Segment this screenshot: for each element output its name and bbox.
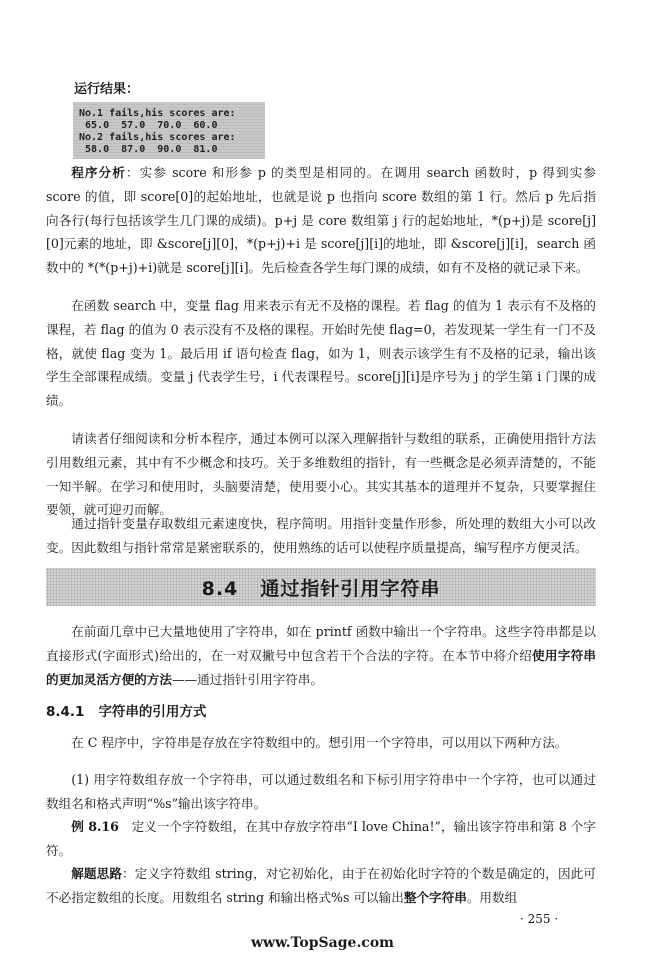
paragraph-text: 在 C 程序中，字符串是存放在字符数组中的。想引用一个字符串，可以用以下两种方法。 bbox=[71, 735, 568, 750]
example-text: 定义一个字符数组，在其中存放字符串“I love China!”，输出该字符串和第 8 个字符。 bbox=[46, 819, 597, 858]
subsection-heading bbox=[46, 700, 206, 720]
section-heading-banner bbox=[46, 568, 596, 606]
paragraph-text: (1) 用字符数组存放一个字符串，可以通过数组名和下标引用字符串中一个字符，也可以通过数组名和格式声明“%s”输出该字符串。 bbox=[46, 772, 596, 811]
run-result-label: 运行结果： bbox=[74, 82, 140, 97]
analysis-text: ：实参 score 和形参 p 的类型是相同的。在调用 search 函数时，p 得到实参 score 的值，即 score[0]的起始地址，也就是说 p 也指向 score 数组的第 1 行。然后 p 先后指向各行(每行包括该学生几门课的成绩)。p+j 是 core 数组第 j 行的起始地址，*(p+j)是 score[j][0]元素的地址，即 &score[j][0]，*(p+j)+i 是 score[j][i]的地址，即 &score[j][i]，search 函数中的 *(*(p+j)+i)就是 score[j][i]。先后检查各学生每门课的成绩，如有不及格的就记录下来。 bbox=[46, 165, 596, 276]
string-storage-paragraph bbox=[46, 731, 596, 755]
section-intro-paragraph bbox=[46, 620, 596, 691]
section-title-text: 通过指针引用字符串 bbox=[260, 577, 441, 600]
subsection-title: 字符串的引用方式 bbox=[98, 704, 207, 720]
section-number: 8.4 bbox=[201, 577, 239, 600]
section-title bbox=[202, 574, 441, 601]
solution-lead: 解题思路 bbox=[71, 866, 123, 881]
output-line: 65.0 57.0 70.0 60.0 bbox=[79, 120, 218, 131]
solution-paragraph bbox=[46, 862, 596, 910]
example-label: 例 8.16 bbox=[71, 819, 119, 834]
solution-text: ：定义字符数组 string，对它初始化，由于在初始化时字符的个数是确定的，因此可不必指定数组的长度。用数组名 string 和输出格式%s 可以输出 bbox=[46, 866, 597, 905]
flag-paragraph bbox=[46, 294, 596, 413]
page-number: · 255 · bbox=[520, 912, 559, 926]
analysis-paragraph bbox=[46, 161, 596, 280]
subsection-number: 8.4.1 bbox=[46, 704, 85, 720]
intro-tail: ——通过指针引用字符串。 bbox=[171, 671, 324, 687]
pointer-benefit-paragraph bbox=[46, 512, 596, 560]
intro-bold: 使用字符串的更加灵活方便的方法 bbox=[46, 647, 597, 687]
solution-bold: 整个字符串 bbox=[403, 889, 467, 905]
output-line: 58.0 87.0 90.0 81.0 bbox=[79, 144, 218, 155]
method-one-paragraph bbox=[46, 768, 596, 816]
analysis-lead: 程序分析 bbox=[71, 165, 126, 180]
program-output-screenshot bbox=[73, 102, 265, 159]
example-paragraph bbox=[46, 815, 596, 863]
reader-advice-paragraph bbox=[46, 427, 596, 522]
solution-tail: 。用数组 bbox=[466, 889, 518, 905]
footer-url: www.TopSage.com bbox=[251, 935, 394, 951]
paragraph-text: 在函数 search 中，变量 flag 用来表示有无不及格的课程。若 flag 的值为 1 表示有不及格的课程，若 flag 的值为 0 表示没有不及格的课程。开始时先使 flag=0，若发现某一学生有一门不及格，就使 flag 变为 1。最后用 if 语句检查 flag，如为 1，则表示该学生有不及格的记录，输出该学生全部课程成绩。变量 j 代表学生号，i 代表课程号。score[j][i]是序号为 j 的学生第 i 门课的成绩。 bbox=[46, 298, 596, 409]
paragraph-text: 请读者仔细阅读和分析本程序，通过本例可以深入理解指针与数组的联系，正确使用指针方法引用数组元素，其中有不少概念和技巧。关于多维数组的指针，有一些概念是必须弄清楚的，不能一知半解。在学习和使用时，头脑要清楚，使用要小心。其实其基本的道理并不复杂，只要掌握住要领，就可迎刃而解。 bbox=[46, 431, 596, 518]
output-line: No.2 fails,his scores are: bbox=[79, 132, 236, 143]
output-line: No.1 fails,his scores are: bbox=[79, 108, 236, 119]
intro-text: 在前面几章中已大量地使用了字符串，如在 printf 函数中输出一个字符串。这些字符串都是以直接形式(字面形式)给出的，在一对双撇号中包含若干个合法的字符。在本节中将介绍 bbox=[46, 624, 596, 663]
paragraph-text: 通过指针变量存取数组元素速度快，程序简明。用指针变量作形参，所处理的数组大小可以改变。因此数组与指针常常是紧密联系的，使用熟练的话可以使程序质量提高，编写程序方便灵活。 bbox=[46, 516, 596, 555]
